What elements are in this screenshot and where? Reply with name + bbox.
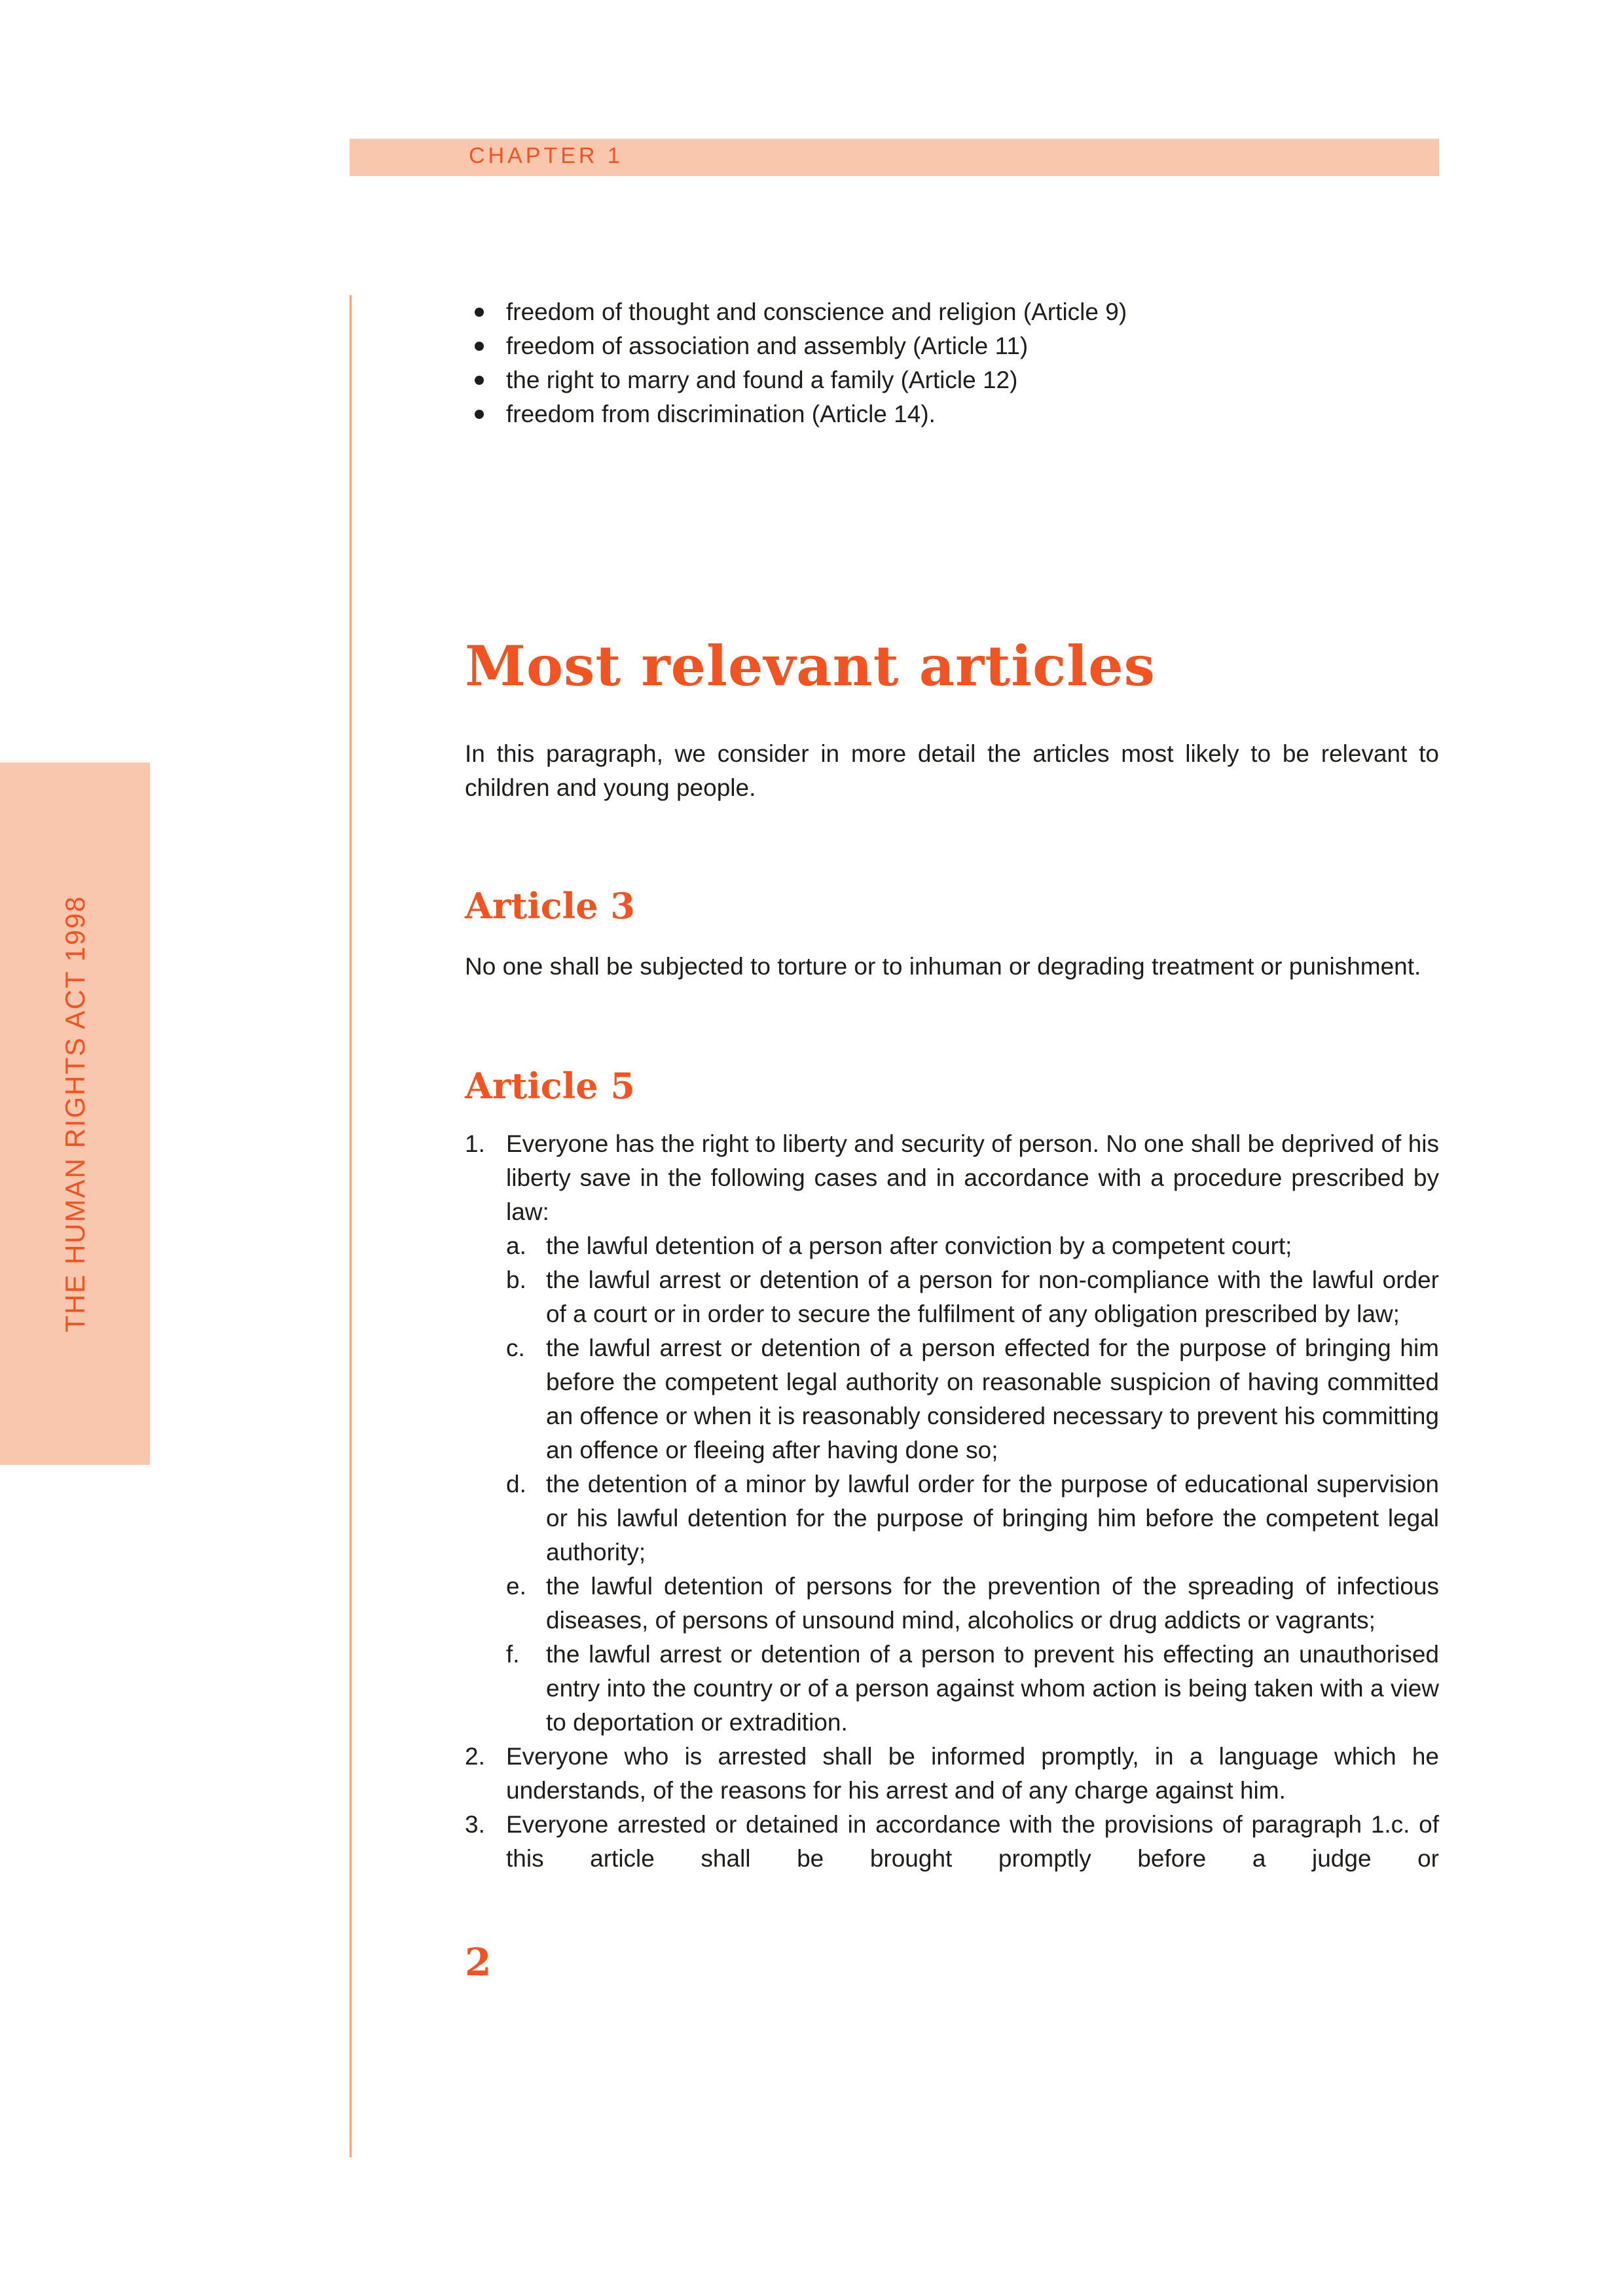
item-body [506, 1740, 1439, 1808]
bullet-marker-col [465, 397, 506, 431]
item-body [506, 1808, 1439, 1876]
item-number: 2. [465, 1743, 485, 1770]
item-number: 1. [465, 1130, 485, 1157]
bullet-text: freedom of association and assembly (Article 11) [506, 332, 1029, 359]
item-text: Everyone who is arrested shall be informed promptly, in a language which he understands, of the reasons for his arrest and of any charge against him. [506, 1743, 1439, 1804]
item-text: the lawful arrest or detention of a person to prevent his effecting an unauthorised entry into the country or of a person against whom action is being taken with a view to deportation or extradition. [546, 1641, 1439, 1736]
article-3-heading: Article 3 [465, 885, 635, 927]
item-text: the lawful arrest or detention of a person for non-compliance with the lawful order of a court or in order to secure the fulfilment of any obligation prescribed by law; [546, 1266, 1439, 1327]
bullet-text: freedom from discrimination (Article 14). [506, 401, 936, 427]
item-text: the detention of a minor by lawful order for the purpose of educational supervision or his lawful detention for the purpose of bringing him before the competent legal authority; [546, 1471, 1439, 1566]
content-left-rule [350, 295, 352, 2157]
article-3-body: No one shall be subjected to torture or to inhuman or degrading treatment or punishment. [465, 953, 1421, 980]
item-letter: e. [506, 1573, 526, 1600]
item-text: Everyone arrested or detained in accordance with the provisions of paragraph 1.c. of this article shall be brought promptly before a judge or [506, 1811, 1439, 1872]
item-body [506, 1127, 1439, 1740]
intro-paragraph: In this paragraph, we consider in more detail the articles most likely to be relevant to children and young people. [465, 740, 1439, 801]
item-letter: a. [506, 1232, 526, 1259]
numbered-item-3 [465, 1808, 1439, 1876]
lettered-sublist [506, 1229, 1439, 1740]
bullet-list [465, 295, 1439, 431]
article-5-numbered-list [465, 1127, 1439, 1876]
bullet-icon [475, 410, 484, 419]
article-5-heading: Article 5 [465, 1065, 635, 1107]
item-letter: c. [506, 1335, 525, 1361]
lettered-item-f [506, 1638, 1439, 1740]
lettered-item-b [506, 1263, 1439, 1331]
bullet-marker-col [465, 363, 506, 397]
chapter-label: CHAPTER 1 [469, 143, 623, 168]
item-number: 3. [465, 1811, 485, 1838]
list-item [465, 363, 1439, 397]
item-letter: d. [506, 1471, 526, 1498]
numbered-item-1 [465, 1127, 1439, 1740]
item-text: the lawful detention of persons for the prevention of the spreading of infectious diseases, of persons of unsound mind, alcoholics or drug addicts or vagrants; [546, 1573, 1439, 1634]
bullet-marker-col [465, 329, 506, 363]
bullet-marker-col [465, 295, 506, 329]
lettered-item-d [506, 1467, 1439, 1570]
bullet-icon [475, 342, 484, 351]
lettered-item-a [506, 1229, 1439, 1263]
lettered-item-e [506, 1570, 1439, 1638]
item-letter: b. [506, 1266, 526, 1293]
list-item [465, 329, 1439, 363]
item-letter: f. [506, 1641, 520, 1668]
item-text: Everyone has the right to liberty and security of person. No one shall be deprived of his liberty save in the following cases and in accordance with a procedure prescribed by law: [506, 1130, 1439, 1225]
section-heading: Most relevant articles [465, 634, 1156, 698]
list-item [465, 295, 1439, 329]
bullet-text: the right to marry and found a family (Article 12) [506, 367, 1018, 393]
bullet-icon [475, 308, 484, 317]
page-number: 2 [465, 1940, 492, 1984]
lettered-item-c [506, 1331, 1439, 1467]
bullet-text: freedom of thought and conscience and religion (Article 9) [506, 298, 1127, 325]
item-text: the lawful arrest or detention of a person effected for the purpose of bringing him before the competent legal authority on reasonable suspicion of having committed an offence or when it is reasonably considered necessary to prevent his committing an offence or fleeing after having done so; [546, 1335, 1439, 1463]
sidebar-title: THE HUMAN RIGHTS ACT 1998 [59, 895, 90, 1333]
bullet-icon [475, 376, 484, 385]
list-item [465, 397, 1439, 431]
item-text: the lawful detention of a person after conviction by a competent court; [546, 1232, 1292, 1259]
main-content [465, 295, 1439, 1983]
chapter-header-bar [350, 139, 1439, 176]
numbered-item-2 [465, 1740, 1439, 1808]
sidebar-title-band [0, 762, 150, 1465]
